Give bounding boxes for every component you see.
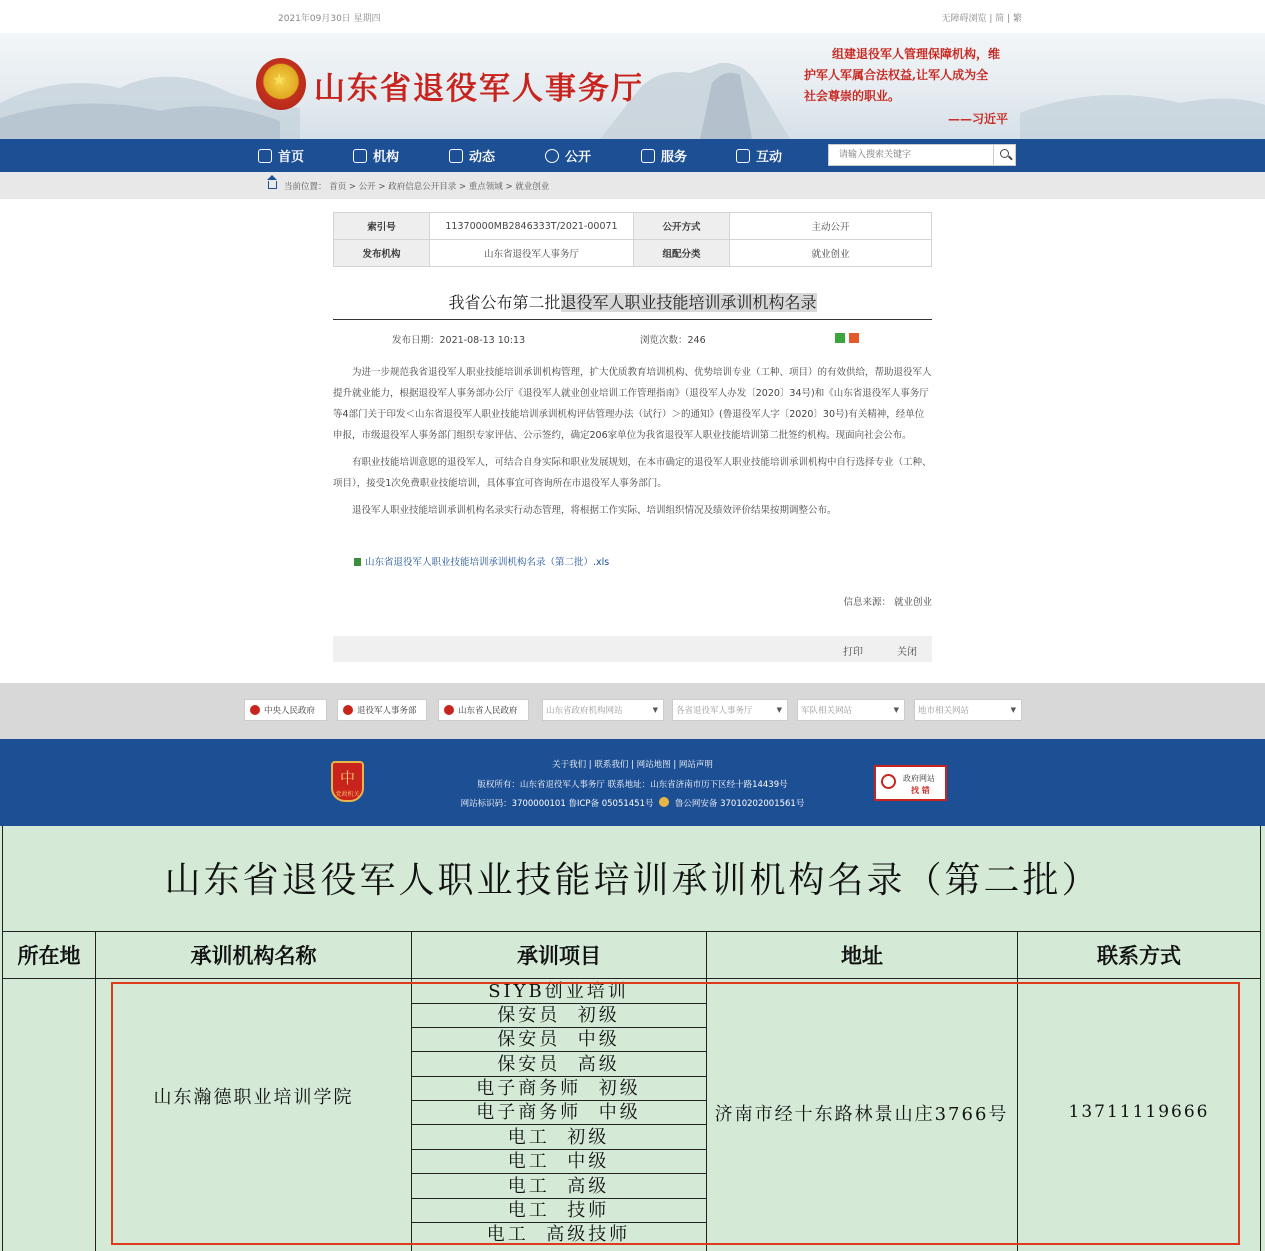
select-city-sites[interactable] (914, 699, 1022, 721)
select-provincial-agencies[interactable] (542, 699, 664, 721)
sheet-title: 山东省退役军人职业技能培训承训机构名录（第二批） (164, 860, 1101, 901)
print-button[interactable]: 打印 (843, 647, 863, 658)
related-links-bar (0, 683, 1265, 739)
project-cell[interactable]: 电工 初级 (507, 1127, 610, 1148)
report-error-label: 政府网站 (903, 774, 935, 783)
select-value: 山东省政府机构网站 (546, 706, 623, 716)
share-weibo-icon[interactable] (849, 333, 859, 343)
emblem-icon (343, 705, 353, 715)
footer-registration (0, 797, 1265, 809)
news-icon (449, 149, 463, 163)
project-cell[interactable]: 电工 中级 (507, 1151, 610, 1172)
info-source: 信息来源： 就业创业 (843, 597, 932, 608)
column-header[interactable]: 承训项目 (517, 943, 601, 968)
dropdown-arrow-icon: ▼ (1010, 706, 1016, 714)
nav-item-news[interactable] (449, 139, 495, 172)
site-title[interactable]: 山东省退役军人事务厅 (314, 71, 644, 107)
disclosure-icon (545, 149, 559, 163)
leader-quote (804, 44, 1016, 130)
project-cell[interactable]: 电子商务师 初级 (476, 1078, 641, 1099)
home-icon (258, 149, 272, 163)
badge-symbol: 中 (339, 769, 355, 787)
article-actions (333, 636, 932, 662)
select-provincial-veterans-depts[interactable] (672, 699, 788, 721)
breadcrumb-text[interactable]: 当前位置： 首页 > 公开 > 政府信息公开目录 > 重点领域 > 就业创业 (284, 182, 550, 192)
share-wechat-icon[interactable] (835, 333, 845, 343)
article-title (333, 290, 932, 313)
dropdown-arrow-icon: ▼ (652, 706, 658, 714)
close-button[interactable]: 关闭 (897, 647, 917, 658)
phone-cell[interactable]: 13711119666 (1068, 1102, 1210, 1122)
spreadsheet-view (0, 826, 1265, 1251)
national-emblem-icon: ★ (256, 58, 306, 110)
icp-record[interactable]: 网站标识码：3700000101 鲁ICP备 05051451号 (460, 799, 654, 809)
link-label: 中央人民政府 (264, 706, 316, 716)
link-label: 山东省人民政府 (458, 706, 518, 716)
publish-date: 发布日期：2021-08-13 10:13 (392, 335, 526, 346)
project-cell[interactable]: 保安员 高级 (497, 1054, 620, 1075)
footer-links[interactable]: 关于我们 | 联系我们 | 网站地图 | 网站声明 (552, 760, 713, 770)
title-selected-text: 退役军人职业技能培训承训机构名录 (560, 293, 817, 312)
nav-label: 动态 (469, 150, 496, 165)
select-value: 各省退役军人事务厅 (676, 706, 753, 716)
search-box (828, 144, 1016, 166)
nav-label: 服务 (661, 150, 688, 165)
attachment-link[interactable] (354, 554, 609, 568)
nav-label: 公开 (565, 150, 592, 165)
column-header[interactable]: 地址 (841, 943, 883, 968)
project-cell[interactable]: SIYB创业培训 (488, 981, 629, 1002)
meta-label: 组配分类 (634, 240, 730, 267)
site-banner (0, 33, 1265, 139)
quote-line: 护军人军属合法权益,让军人成为全 (804, 68, 989, 82)
service-icon (641, 149, 655, 163)
nav-item-interaction[interactable] (736, 139, 782, 172)
emblem-icon (250, 705, 260, 715)
link-label: 退役军人事务部 (357, 706, 417, 716)
report-error-sublabel: 找 错 (911, 786, 930, 795)
column-header[interactable]: 承训机构名称 (190, 943, 317, 968)
link-central-government[interactable] (244, 699, 327, 721)
nav-item-disclosure[interactable] (545, 139, 591, 172)
quote-author: ——习近平 (947, 112, 1008, 126)
meta-label: 索引号 (334, 213, 430, 240)
address-cell[interactable]: 济南市经十东路林景山庄3766号 (714, 1104, 1009, 1125)
paragraph: 有职业技能培训意愿的退役军人，可结合自身实际和职业发展规划，在本市确定的退役军人职业技能培训承训机构中自行选择专业（工种、项目），接受1次免费职业技能培训，具体事宜可咨询所在市退役军人事务部门。 (333, 457, 932, 489)
top-bar (0, 0, 1265, 33)
attachment-label: 山东省退役军人职业技能培训承训机构名录（第二批）.xls (365, 557, 610, 568)
link-provincial-government[interactable] (438, 699, 529, 721)
dropdown-arrow-icon: ▼ (776, 706, 782, 714)
project-cell[interactable]: 电工 技师 (507, 1200, 610, 1221)
meta-value: 11370000MB2846333T/2021-00071 (430, 213, 634, 240)
institution-name-cell[interactable]: 山东瀚德职业培训学院 (153, 1087, 354, 1108)
nav-label: 首页 (278, 150, 305, 165)
current-date: 2021年09月30日 星期四 (278, 14, 381, 24)
meta-value: 就业创业 (730, 240, 932, 267)
meta-value: 主动公开 (730, 213, 932, 240)
breadcrumb (0, 172, 1265, 199)
link-veterans-ministry[interactable] (337, 699, 427, 721)
project-cell[interactable]: 保安员 初级 (497, 1005, 620, 1026)
article-body (333, 362, 932, 527)
view-count: 浏览次数：246 (640, 335, 706, 346)
project-cell[interactable]: 保安员 中级 (497, 1029, 620, 1050)
column-header[interactable]: 所在地 (17, 943, 81, 968)
meta-label: 发布机构 (334, 240, 430, 267)
select-value: 地市相关网站 (918, 706, 970, 716)
paragraph: 退役军人职业技能培训承训机构名录实行动态管理，将根据工作实际、培训组织情况及绩效评价结果按期调整公布。 (352, 505, 837, 516)
search-input[interactable] (829, 145, 995, 165)
home-icon (268, 181, 277, 189)
project-cell[interactable]: 电工 高级技师 (486, 1224, 631, 1245)
site-footer (0, 739, 1265, 826)
badge-label: 党政机关 (335, 791, 360, 798)
project-cell[interactable]: 电工 高级 (507, 1176, 610, 1197)
title-divider (333, 319, 932, 320)
metadata-table (333, 212, 932, 267)
meta-label: 公开方式 (634, 213, 730, 240)
institution-icon (353, 149, 367, 163)
accessibility-tools[interactable]: 无障碍浏览 | 简 | 繁 (941, 14, 1022, 24)
quote-line: 社会尊崇的职业。 (804, 89, 901, 103)
report-error-button[interactable] (874, 765, 947, 801)
title-text: 我省公布第二批 (448, 293, 561, 312)
column-header[interactable]: 联系方式 (1097, 943, 1181, 968)
paragraph: 为进一步规范我省退役军人职业技能培训承训机构管理，扩大优质教育培训机构、优势培训专业（工种、项目）的有效供给，帮助退役军人提升就业能力，根据退役军人事务部办公厅《退役军人就业创业培训工作管理指南》（退役军人办发〔2020〕34号)和《山东省退役军人事务厅等4部门关于印发＜山东省退役军人职业技能培训承训机构评估管理办法（试行）＞的通知》(鲁退役军人字〔2020〕30号)有关精神，经单位申报，市级退役军人事务部门组织专家评估、公示签约，确定206家单位为我省退役军人职业技能培训第二批签约机构。现面向社会公布。 (333, 367, 932, 441)
nav-label: 互动 (756, 150, 783, 165)
nav-item-service[interactable] (641, 139, 687, 172)
project-cell[interactable]: 电子商务师 中级 (476, 1102, 641, 1123)
quote-line: 组建退役军人管理保障机构，维 (832, 47, 1001, 61)
select-value: 军队相关网站 (801, 706, 853, 716)
select-military-sites[interactable] (797, 699, 905, 721)
emblem-icon (444, 705, 454, 715)
police-record[interactable]: 鲁公网安备 37010202001561号 (674, 799, 805, 809)
police-badge-icon (659, 797, 669, 807)
meta-value: 山东省退役军人事务厅 (430, 240, 634, 267)
highlight-box (111, 982, 1240, 1245)
nav-item-institution[interactable] (353, 139, 399, 172)
search-button[interactable] (993, 145, 1015, 165)
dropdown-arrow-icon: ▼ (893, 706, 899, 714)
magnifier-icon (881, 774, 896, 789)
footer-copyright: 版权所有：山东省退役军人事务厅 联系地址：山东省济南市历下区经十路14439号 (477, 780, 788, 790)
nav-label: 机构 (373, 150, 400, 165)
interaction-icon (736, 149, 750, 163)
nav-item-home[interactable] (258, 139, 304, 172)
main-nav (0, 139, 1265, 172)
excel-file-icon (354, 558, 361, 566)
